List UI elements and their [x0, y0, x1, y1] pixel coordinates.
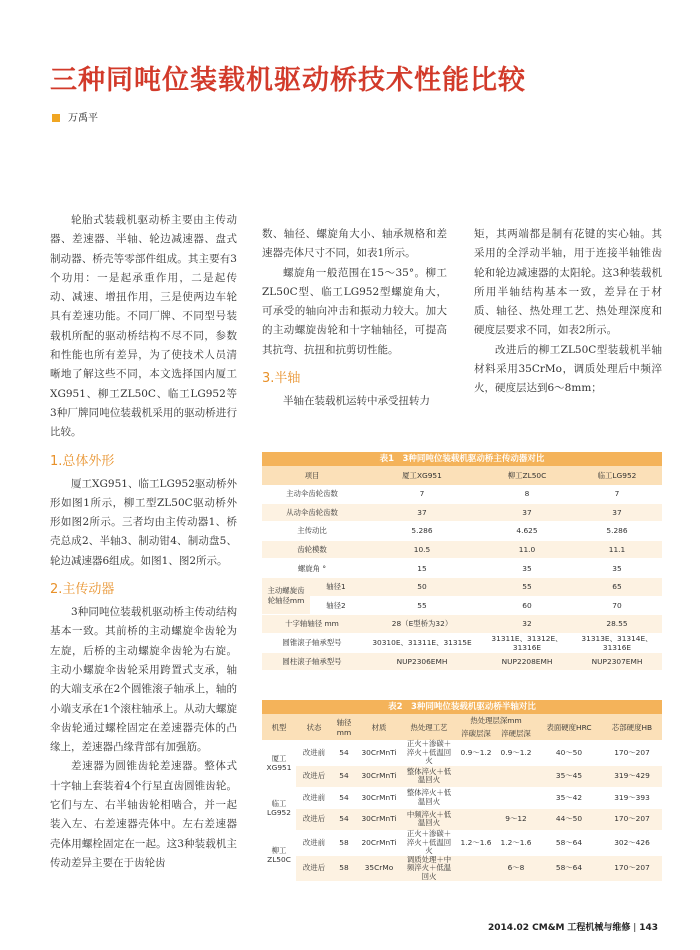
table-cell: 170～207 — [614, 747, 650, 757]
table-cell: 主传动比 — [262, 522, 362, 541]
table-header-cell: 热处理层深mm — [456, 714, 536, 727]
table-1 — [262, 452, 662, 671]
table-cell: 轴径1 — [310, 578, 362, 596]
table-cell: 40～50 — [555, 747, 583, 757]
table-cell: 44～50 — [536, 809, 602, 831]
intro-paragraph: 轮胎式装载机驱动桥主要由主传动器、差速器、半轴、轮边减速器、盘式制动器、桥壳等零部件组成。其主要有3个功用：一是起承重作用，二是起传动、减速、增扭作用，三是使两边车轮具有差速功能。不同厂牌、不同型号装载机所配的驱动桥结构不尽不同，参数和性能也所有差异，为了使技术人员清晰地了解这些不同，本文选择国内厦工XG951、柳工ZL50C、临工LG952等3种厂牌同吨位装载机采用的驱动桥进行比较。 — [50, 214, 237, 439]
footer-journal: 工程机械与维修 — [567, 923, 631, 933]
table-cell: 改进后 — [296, 766, 332, 788]
table-cell: NUP2306EMH — [362, 652, 482, 671]
table-cell: 改进后 — [296, 856, 332, 882]
author-line — [52, 109, 98, 124]
column-3 — [474, 225, 662, 399]
table-cell: 改进前 — [302, 837, 326, 847]
table-header-cell: 表面硬度HRC — [536, 714, 602, 740]
table-cell: 8 — [482, 485, 572, 503]
table-2-caption: 表2 3种同吨位装载机驱动桥半轴对比 — [262, 700, 662, 714]
table-cell: NUP2208EMH — [482, 652, 572, 671]
table-cell: 调质处理＋中频淬火＋低温回火 — [402, 856, 456, 882]
table-cell: 主动螺旋齿轮轴径mm — [262, 578, 310, 615]
table-row — [262, 856, 662, 882]
table-row — [262, 766, 662, 788]
section2-paragraph-2: 差速器为圆锥齿轮差速器。整体式十字轴上套装着4个行星直齿圆锥齿轮。它们与左、右半轴齿轮相啮合，并一起装入左、右差速器壳体中。左右差速器壳体用螺栓固定在一起。这3种装载机主传动差异主要在于齿轮齿 — [50, 760, 237, 869]
table-row — [262, 578, 662, 596]
table-header-cell: 热处理工艺 — [402, 714, 456, 740]
column-2 — [262, 225, 447, 411]
section-heading-1: 1.总体外形 — [50, 453, 115, 469]
table-header-cell: 芯部硬度HB — [602, 714, 662, 740]
table-row — [262, 559, 662, 578]
table-cell — [456, 787, 496, 809]
table-row — [262, 540, 662, 559]
table-cell: 30CrMnTi — [356, 809, 402, 831]
author-bullet-icon — [52, 114, 60, 122]
article-title: 三种同吨位装载机驱动桥技术性能比较 — [50, 65, 526, 96]
table-cell: 15 — [362, 559, 482, 578]
table-cell: 31313E、31314E、31316E — [572, 633, 662, 652]
table-cell — [456, 856, 496, 882]
table-cell: 改进后 — [296, 809, 332, 831]
table-header-cell: 机型 — [262, 714, 296, 740]
table-cell: 7 — [362, 485, 482, 503]
table-1-header — [262, 466, 662, 485]
table-cell: 58 — [332, 856, 356, 882]
table-cell: 整体淬火＋低温回火 — [402, 766, 456, 788]
table-cell: 整体淬火＋低温回火 — [406, 788, 452, 806]
table-cell: 正火＋渗碳＋淬火＋低温回火 — [406, 829, 452, 855]
table-1-grid — [262, 466, 662, 578]
table-1-grid-bearings — [262, 615, 662, 671]
table-cell: 从动伞齿轮齿数 — [262, 503, 362, 522]
table-header-cell: 状态 — [296, 714, 332, 740]
table-row — [262, 787, 662, 809]
table-row — [262, 615, 662, 633]
table-header-cell: 淬碳层深 — [456, 727, 496, 740]
column-1 — [50, 211, 237, 873]
table-cell: 齿轮模数 — [262, 540, 362, 559]
table-header-cell: 材质 — [356, 714, 402, 740]
table-cell: 5.286 — [572, 522, 662, 541]
table-cell — [496, 787, 536, 809]
section1-paragraph: 厦工XG951、临工LG952驱动桥外形如图1所示，柳工型ZL50C驱动桥外形如图2所示。三者均由主传动器1、桥壳总成2、半轴3、制动钳4、制动盘5、轮边减速器6组成。如图1、图2所示。 — [50, 477, 237, 567]
table-cell: 11.0 — [482, 540, 572, 559]
table-2-header — [262, 714, 662, 727]
table-cell: 20CrMnTi — [361, 837, 397, 847]
table-cell: 37 — [482, 503, 572, 522]
table-cell: 11.1 — [572, 540, 662, 559]
table-cell: 55 — [362, 596, 482, 615]
table-cell: 4.625 — [482, 522, 572, 541]
table-cell: 35CrMo — [356, 856, 402, 882]
table-cell: 55 — [482, 578, 572, 596]
table-cell: 正火＋渗碳＋淬火＋低温回火 — [406, 739, 452, 765]
table-cell: 302～426 — [614, 837, 650, 847]
table-cell: 28（E型桥为32） — [362, 615, 482, 633]
section-heading-3: 3.半轴 — [262, 371, 301, 387]
table-row — [262, 809, 662, 831]
table-cell: 厦工XG951 — [266, 754, 292, 772]
table-cell — [456, 766, 496, 788]
table-cell: 54 — [332, 766, 356, 788]
table-cell: NUP2307EMH — [572, 652, 662, 671]
col3-paragraph-2: 改进后的柳工ZL50C型装载机半轴材料采用35CrMo，调质处理后中频淬火，硬度层达到6～8mm； — [474, 343, 662, 395]
table-cell: 70 — [572, 596, 662, 615]
section2-paragraph-1: 3种同吨位装载机驱动桥主传动结构基本一致。其前桥的主动螺旋伞齿轮为左旋，后桥的主动螺旋伞齿轮为右旋。主动小螺旋伞齿轮采用跨置式支承，轴的大端支承在2个圆锥滚子轴承上，轴的小端支承在1个滚柱轴承上。从动大螺旋伞齿轮通过螺栓固定在差速器壳体的凸缘上，差速器凸缘背部有加强筋。 — [50, 606, 237, 754]
table-row — [262, 830, 662, 856]
table-header-cell: 柳工ZL50C — [482, 466, 572, 485]
table-cell: 37 — [362, 503, 482, 522]
col3-paragraph-1: 矩，其两端都是制有花键的实心轴。其采用的全浮动半轴，用于连接半轴锥齿轮和轮边减速器的太阳轮。这3种装载机所用半轴结构基本一致，差异在于材质、轴径、热处理工艺、热处理深度和硬度层要求不同，如表2所示。 — [474, 228, 662, 337]
table-1-caption: 表1 3种同吨位装载机驱动桥主传动器对比 — [262, 452, 662, 466]
table-cell: 54 — [332, 809, 356, 831]
table-row — [262, 740, 662, 766]
table-cell: 58～64 — [555, 837, 583, 847]
table-cell: 1.2～1.6 — [500, 837, 532, 847]
table-cell: 35～45 — [536, 766, 602, 788]
table-cell: 60 — [482, 596, 572, 615]
section3-paragraph: 半轴在装载机运转中承受扭转力 — [283, 395, 430, 408]
table-cell: 改进前 — [302, 792, 326, 802]
table-row — [262, 503, 662, 522]
table-cell: 54 — [339, 747, 349, 757]
table-cell: 58 — [339, 837, 349, 847]
table-cell: 十字轴轴径 mm — [262, 615, 362, 633]
table-header-cell: 轴径mm — [332, 714, 356, 740]
col2-paragraph-2: 螺旋角一般范围在15～35°。柳工ZL50C型、临工LG952型螺旋角大，可承受的轴向冲击和振动力较大。加大的主动螺旋齿轮和十字轴轴径，可提高其抗弯、抗扭和抗剪切性能。 — [262, 266, 447, 356]
table-row — [262, 652, 662, 671]
table-cell: 58～64 — [536, 856, 602, 882]
table-cell: 1.2～1.6 — [460, 837, 492, 847]
table-cell: 37 — [572, 503, 662, 522]
table-header-cell: 厦工XG951 — [362, 466, 482, 485]
page-number: 143 — [639, 923, 658, 933]
table-header-cell: 淬硬层深 — [496, 727, 536, 740]
table-cell: 螺旋角 ° — [262, 559, 362, 578]
table-cell: 0.9～1.2 — [500, 747, 532, 757]
table-cell: 圆柱滚子轴承型号 — [262, 652, 362, 671]
author-name: 万禹平 — [68, 113, 98, 124]
table-cell: 6～8 — [496, 856, 536, 882]
table-cell: 9～12 — [496, 809, 536, 831]
table-cell: 7 — [572, 485, 662, 503]
table-cell: 31311E、31312E、31316E — [482, 633, 572, 652]
table-cell: 10.5 — [362, 540, 482, 559]
footer-issue: 2014.02 CM&M — [488, 923, 565, 933]
table-cell: 30310E、31311E、31315E — [362, 633, 482, 652]
table-row — [262, 633, 662, 652]
table-cell: 35 — [572, 559, 662, 578]
table-2 — [262, 700, 662, 881]
table-cell: 30CrMnTi — [356, 766, 402, 788]
table-cell: 中频淬火＋低温回火 — [402, 809, 456, 831]
table-cell: 轴径2 — [310, 596, 362, 615]
table-cell — [456, 809, 496, 831]
table-cell: 30CrMnTi — [361, 747, 397, 757]
table-cell: 0.9～1.2 — [460, 747, 492, 757]
table-cell: 28.55 — [572, 615, 662, 633]
table-cell — [496, 766, 536, 788]
table-cell: 主动伞齿轮齿数 — [262, 485, 362, 503]
table-cell: 35～42 — [555, 792, 583, 802]
table-2-grid — [262, 714, 662, 881]
table-cell: 170～207 — [602, 809, 662, 831]
table-cell: 54 — [339, 792, 349, 802]
table-cell: 5.286 — [362, 522, 482, 541]
table-header-cell: 临工LG952 — [572, 466, 662, 485]
table-row — [262, 522, 662, 541]
table-cell: 32 — [482, 615, 572, 633]
table-cell: 临工LG952 — [267, 799, 291, 817]
table-header-cell: 项目 — [262, 466, 362, 485]
table-cell: 319～393 — [614, 792, 650, 802]
table-cell: 柳工ZL50C — [267, 846, 291, 864]
table-cell: 35 — [482, 559, 572, 578]
table-cell: 65 — [572, 578, 662, 596]
footer-divider: | — [633, 923, 637, 933]
table-row — [262, 485, 662, 503]
table-cell: 圆锥滚子轴承型号 — [262, 633, 362, 652]
table-cell: 319～429 — [602, 766, 662, 788]
table-cell: 30CrMnTi — [361, 792, 397, 802]
section-heading-2: 2.主传动器 — [50, 582, 115, 598]
col2-paragraph-1: 数、轴径、螺旋角大小、轴承规格和差速器壳体尺寸不同，如表1所示。 — [262, 228, 447, 260]
table-cell: 50 — [362, 578, 482, 596]
table-cell: 改进前 — [302, 747, 326, 757]
table-cell: 170～207 — [602, 856, 662, 882]
table-1-grid-shaft — [262, 578, 662, 615]
table-row — [262, 596, 662, 615]
page-footer — [488, 920, 658, 933]
